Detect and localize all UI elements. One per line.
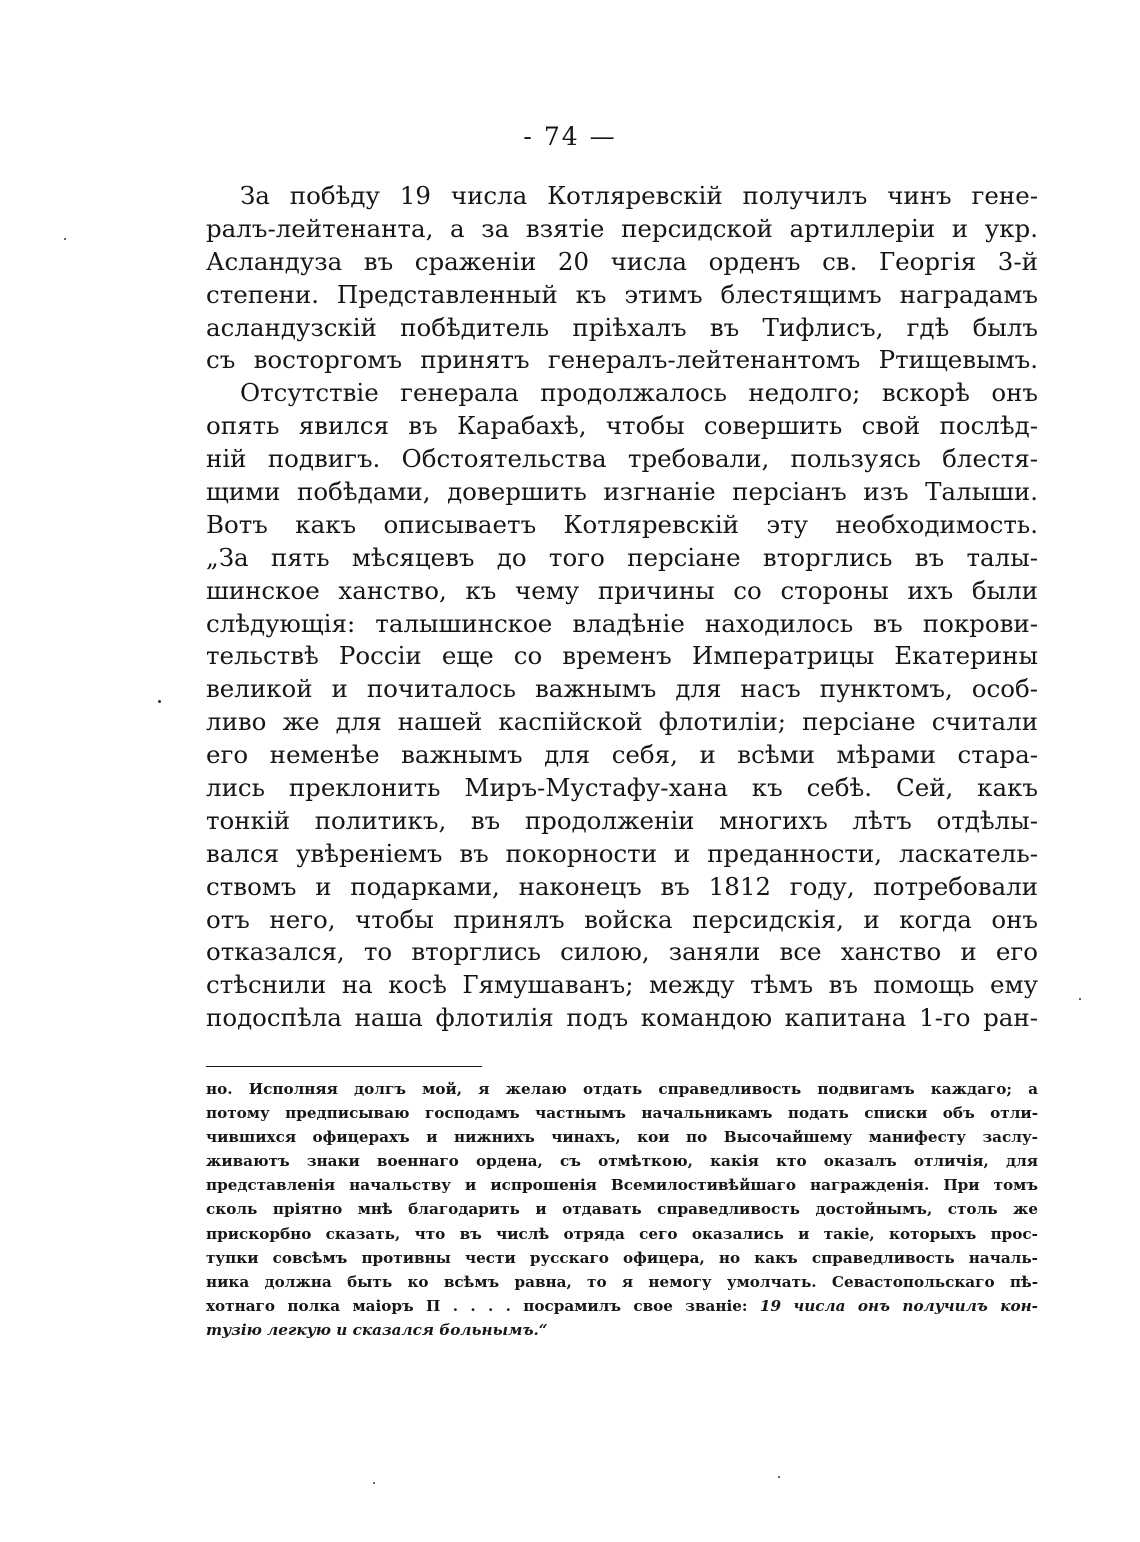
text-line: отказался, то вторглись силою, заняли все ханство и его [206,937,1038,967]
scan-speck [64,238,66,240]
text-line: подоспѣла наша флотилія подъ командою капитана 1-го ран- [206,1003,1038,1033]
text-line: слѣдующія: талышинское владѣніе находилось въ покрови- [206,608,1038,638]
footnote-italic-text: 19 числа онъ получилъ кон- [759,1296,1038,1315]
text-line: вался увѣреніемъ въ покорности и преданности, ласкатель- [206,838,1038,868]
footnote-line: живаютъ знаки военнаго ордена, съ отмѣткою, какія кто оказалъ отличія, для [206,1152,1038,1171]
text-line: отъ него, чтобы принялъ войска персидскія, и когда онъ [206,904,1038,934]
main-text [206,180,1038,1035]
footnote-line [206,1318,1038,1342]
text-line: „За пять мѣсяцевъ до того персіане вторглись въ талы- [206,542,1038,572]
text-line: Вотъ какъ описываетъ Котляревскій эту необходимость. [206,509,1038,539]
text-line: ливо же для нашей каспійской флотиліи; персіане считали [206,707,1038,737]
footnote-line: представленія начальству и испрошенія Всемилостивѣйшаго награжденія. При томъ [206,1176,1038,1195]
scan-speck [373,1482,375,1484]
footnote-line: ника должна быть ко всѣмъ равна, то я немогу умолчать. Севастопольскаго пѣ- [206,1272,1038,1291]
text-line: шинское ханство, къ чему причины со стороны ихъ были [206,575,1038,605]
footnote-line: тупки совсѣмъ противны чести русскаго офицера, но какъ справедливость началь- [206,1248,1038,1267]
footnote-line [206,1294,1038,1318]
footnote-rule [206,1066,482,1067]
text-line: стѣснили на косѣ Гямушаванъ; между тѣмъ въ помощь ему [206,970,1038,1000]
footnote-line: но. Исполняя долгъ мой, я желаю отдать справедливость подвигамъ каждаго; а [206,1080,1038,1098]
footnote-italic-text: тузію легкую и сказался больнымъ.“ [206,1320,548,1339]
text-line: степени. Представленный къ этимъ блестящимъ наградамъ [206,279,1038,309]
footnote-line-text: хотнаго полка маіоръ П . . . . посрамилъ свое званіе: [206,1296,760,1315]
text-line: асландузскій побѣдитель пріѣхалъ въ Тифлисъ, гдѣ былъ [206,312,1038,342]
scan-speck [1079,998,1081,1000]
page-number: - 74 — [523,122,617,151]
text-line: лись преклонить Миръ-Мустафу-хана къ себѣ. Сей, какъ [206,773,1038,803]
text-line: тельствѣ Россіи еще со временъ Императрицы Екатерины [206,641,1038,671]
text-line: его неменѣе важнымъ для себя, и всѣми мѣрами стара- [206,740,1038,770]
text-line: ралъ-лейтенанта, а за взятіе персидской артиллеріи и укр. [206,213,1038,243]
text-line: щими побѣдами, довершить изгнаніе персіанъ изъ Талыши. [206,477,1038,507]
text-line: великой и почиталось важнымъ для насъ пунктомъ, особ- [206,674,1038,704]
text-line: ствомъ и подарками, наконецъ въ 1812 году, потребовали [206,871,1038,901]
scan-speck [158,700,161,703]
text-line: Асландуза въ сраженіи 20 числа орденъ св. Георгія 3-й [206,246,1038,276]
text-line: ній подвигъ. Обстоятельства требовали, пользуясь блестя- [206,444,1038,474]
text-line: тонкій политикъ, въ продолженіи многихъ лѣтъ отдѣлы- [206,805,1038,835]
footnote [206,1077,1038,1342]
text-line: Отсутствіе генерала продолжалось недолго; вскорѣ онъ [240,378,1038,408]
footnote-line: прискорбно сказать, что въ числѣ отряда сего оказались и такіе, которыхъ прос- [206,1224,1038,1243]
text-line: За побѣду 19 числа Котляревскій получилъ чинъ гене- [240,181,1038,210]
footnote-line: сколь пріятно мнѣ благодарить и отдавать справедливость достойнымъ, столь же [206,1200,1038,1219]
text-line: съ восторгомъ принятъ генералъ-лейтенантомъ Ртищевымъ. [206,345,1038,375]
scan-speck [778,1476,780,1478]
text-line: опять явился въ Карабахѣ, чтобы совершить свой послѣд- [206,411,1038,441]
footnote-line: чившихся офицерахъ и нижнихъ чинахъ, кои по Высочайшему манифесту заслу- [206,1128,1038,1147]
footnote-line: потому предписываю господамъ частнымъ начальникамъ подать списки объ отли- [206,1104,1038,1123]
